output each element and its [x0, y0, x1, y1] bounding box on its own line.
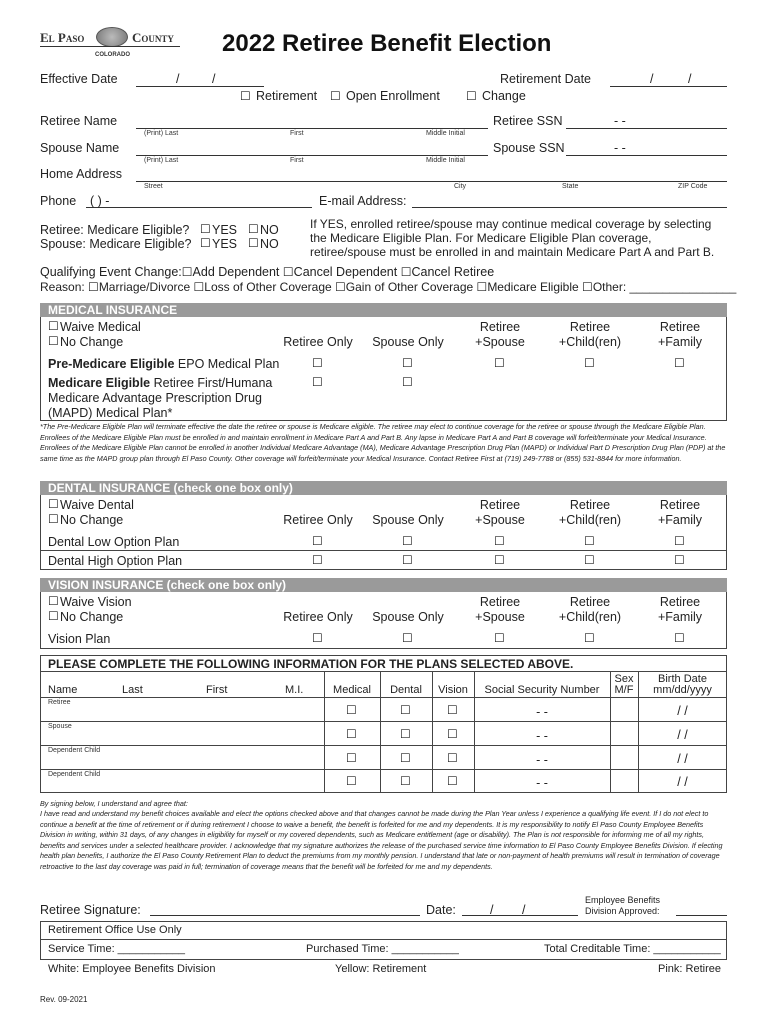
waive-medical-checkbox[interactable]: ☐ — [48, 319, 59, 333]
logo-left-text: El Paso — [40, 30, 85, 45]
approved-label-2: Division Approved: — [585, 906, 660, 916]
retiree-medicare-question: Retiree: Medicare Eligible? — [40, 223, 190, 237]
retirement-checkbox[interactable]: ☐ — [240, 89, 251, 103]
dental-low-spouse-only-checkbox[interactable]: ☐ — [402, 534, 413, 548]
vision-retiree-children-checkbox[interactable]: ☐ — [584, 631, 595, 645]
other-reason-checkbox[interactable]: ☐ — [582, 280, 593, 294]
service-time-field[interactable]: Service Time: ___________ — [48, 943, 185, 955]
phone-field[interactable] — [86, 207, 312, 208]
open-enrollment-checkbox[interactable]: ☐ — [330, 89, 341, 103]
medicare-note: If YES, enrolled retiree/spouse may continue medical coverage by selecting the Medicare Eligible Plan. For Medicare Eligible Plan coverage, retiree/spouse must be enrolled in and maintain Medicare Part A and Part B. — [310, 217, 715, 259]
logo-sub-text: COLORADO — [95, 52, 130, 58]
retirement-label: Retirement — [256, 89, 318, 103]
pre-medicare-retiree-spouse-checkbox[interactable]: ☐ — [494, 356, 505, 370]
info-row-label: Dependent Child — [48, 771, 101, 778]
pre-medicare-spouse-only-checkbox[interactable]: ☐ — [402, 356, 413, 370]
add-dependent-checkbox[interactable]: ☐ — [181, 265, 193, 279]
page-title: 2022 Retiree Benefit Election — [222, 30, 552, 57]
retiree-ssn-field[interactable] — [566, 128, 727, 129]
agreement-body: I have read and understand my benefit choices available and elect the options checked above and that changes cannot be made during the Plan Year unless I experience a qualifying life event. If I do not elect to continue a benefit at the time of retirement or if during retirement I choose to waive a benefit, the benefit is forfeited for me and my dependents. It is my responsibility to notify El Paso County Employee Benefits Division in writing, within 31 days, of any changes in eligibility for myself or my covered dependents, such as Medicare entitlement (age or disability). The Plan is not responsible for informing me of all my rights, benefits and services under a selected healthcare provider. I acknowledge that my signature authorizes the release of the purchased service time information to El Paso County Employee Benefits Division. If electing health plan benefits, I authorize the El Paso County Retirement Plan to deduct the premiums from my monthly pension. I understand that late or non-payment of health premiums will result in termination of coverage retroactive to the last day coverage was paid in full; termination of coverage means that the benefit will be forfeited for me and my dependents. — [40, 809, 723, 871]
retirement-date-field[interactable] — [610, 86, 727, 87]
effective-date-field[interactable] — [136, 86, 264, 87]
retiree-ssn-label: Retiree SSN — [493, 114, 563, 128]
change-checkbox[interactable]: ☐ — [466, 89, 477, 103]
office-use-title: Retirement Office Use Only — [48, 924, 182, 936]
pre-medicare-retiree-family-checkbox[interactable]: ☐ — [674, 356, 685, 370]
medicare-spouse-only-checkbox[interactable]: ☐ — [402, 375, 413, 389]
marriage-divorce-checkbox[interactable]: ☐ — [88, 280, 99, 294]
vision-retiree-family-checkbox[interactable]: ☐ — [674, 631, 685, 645]
medicare-eligible-plan-label: Medicare Eligible Retiree First/Humana Medicare Advantage Prescription Drug (MAPD) Medical Plan* — [48, 376, 273, 420]
dental-low-retiree-only-checkbox[interactable]: ☐ — [312, 534, 323, 548]
medicare-eligible-checkbox[interactable]: ☐ — [476, 280, 488, 294]
dental-high-retiree-family-checkbox[interactable]: ☐ — [674, 553, 685, 567]
purchased-time-field[interactable]: Purchased Time: ___________ — [306, 943, 459, 955]
vision-retiree-only-checkbox[interactable]: ☐ — [312, 631, 323, 645]
open-enrollment-label: Open Enrollment — [346, 89, 440, 103]
vision-retiree-spouse-checkbox[interactable]: ☐ — [494, 631, 505, 645]
dental-high-retiree-spouse-checkbox[interactable]: ☐ — [494, 553, 505, 567]
no-change-medical-checkbox[interactable]: ☐ — [48, 334, 59, 348]
retiree-medical-checkbox[interactable]: ☐ — [346, 703, 357, 717]
child2-vision-checkbox[interactable]: ☐ — [447, 774, 458, 788]
logo-right-text: County — [132, 30, 174, 45]
dental-high-plan-label: Dental High Option Plan — [48, 554, 183, 568]
child1-dental-checkbox[interactable]: ☐ — [400, 751, 411, 765]
dental-low-retiree-children-checkbox[interactable]: ☐ — [584, 534, 595, 548]
spouse-vision-checkbox[interactable]: ☐ — [447, 727, 458, 741]
spouse-ssn-field[interactable] — [566, 155, 727, 156]
agreement-intro: By signing below, I understand and agree that: — [40, 799, 188, 808]
email-label: E-mail Address: — [319, 194, 407, 208]
copy-yellow: Yellow: Retirement — [335, 963, 427, 975]
vision-plan-label: Vision Plan — [48, 632, 111, 646]
effective-date-label: Effective Date — [40, 72, 118, 86]
medicare-retiree-only-checkbox[interactable]: ☐ — [312, 375, 323, 389]
dental-low-retiree-spouse-checkbox[interactable]: ☐ — [494, 534, 505, 548]
gain-coverage-checkbox[interactable]: ☐ — [335, 280, 346, 294]
vision-header: VISION INSURANCE (check one box only) — [40, 578, 727, 592]
child1-medical-checkbox[interactable]: ☐ — [346, 751, 357, 765]
retiree-name-field[interactable] — [136, 128, 488, 129]
spouse-medical-checkbox[interactable]: ☐ — [346, 727, 357, 741]
cancel-dependent-checkbox[interactable]: ☐ — [282, 265, 294, 279]
retiree-medicare-yes-checkbox[interactable]: ☐ — [200, 222, 211, 236]
waive-vision-checkbox[interactable]: ☐ — [48, 594, 59, 608]
dental-header: DENTAL INSURANCE (check one box only) — [40, 481, 727, 495]
county-logo — [40, 30, 180, 66]
spouse-medicare-no-checkbox[interactable]: ☐ — [248, 236, 259, 250]
child2-dental-checkbox[interactable]: ☐ — [400, 774, 411, 788]
info-row-label: Retiree — [48, 699, 71, 706]
total-creditable-time-field[interactable]: Total Creditable Time: ___________ — [544, 943, 721, 955]
division-approved-field[interactable] — [676, 915, 727, 916]
home-address-label: Home Address — [40, 167, 122, 181]
signature-field[interactable] — [150, 915, 420, 916]
dental-low-plan-label: Dental Low Option Plan — [48, 535, 180, 549]
pre-medicare-retiree-children-checkbox[interactable]: ☐ — [584, 356, 595, 370]
home-address-field[interactable] — [136, 181, 727, 182]
pre-medicare-retiree-only-checkbox[interactable]: ☐ — [312, 356, 323, 370]
reason-row: Reason: ☐Marriage/Divorce ☐Loss of Other Coverage ☐Gain of Other Coverage ☐Medicare Eligible ☐Other: ________________ — [40, 280, 737, 294]
logo-emblem-icon — [96, 27, 128, 47]
retirement-date-label: Retirement Date — [500, 72, 592, 86]
spouse-name-label: Spouse Name — [40, 141, 120, 155]
dental-high-spouse-only-checkbox[interactable]: ☐ — [402, 553, 413, 567]
spouse-dental-checkbox[interactable]: ☐ — [400, 727, 411, 741]
signature-date-label: Date: — [426, 903, 456, 917]
phone-label: Phone — [40, 194, 77, 208]
retiree-medicare-no-checkbox[interactable]: ☐ — [248, 222, 259, 236]
signature-date-field[interactable] — [462, 915, 578, 916]
dental-low-retiree-family-checkbox[interactable]: ☐ — [674, 534, 685, 548]
pre-medicare-plan-label: Pre-Medicare Eligible EPO Medical Plan — [48, 357, 280, 371]
spouse-ssn-label: Spouse SSN — [493, 141, 565, 155]
dental-high-retiree-only-checkbox[interactable]: ☐ — [312, 553, 323, 567]
approved-label-1: Employee Benefits — [585, 895, 661, 905]
signature-label: Retiree Signature: — [40, 903, 141, 917]
child2-medical-checkbox[interactable]: ☐ — [346, 774, 357, 788]
info-row-label: Spouse — [48, 723, 72, 730]
spouse-name-field[interactable] — [136, 155, 488, 156]
email-field[interactable] — [412, 207, 727, 208]
info-row-label: Dependent Child — [48, 747, 101, 754]
no-change-vision-checkbox[interactable]: ☐ — [48, 609, 59, 623]
info-table-title: PLEASE COMPLETE THE FOLLOWING INFORMATION FOR THE PLANS SELECTED ABOVE. — [48, 657, 574, 671]
copy-pink: Pink: Retiree — [658, 963, 721, 975]
spouse-medicare-question: Spouse: Medicare Eligible? — [40, 237, 192, 251]
loss-coverage-checkbox[interactable]: ☐ — [193, 280, 205, 294]
revision-label: Rev. 09-2021 — [40, 995, 88, 1004]
dental-high-retiree-children-checkbox[interactable]: ☐ — [584, 553, 595, 567]
cancel-retiree-checkbox[interactable]: ☐ — [400, 265, 412, 279]
medical-footnote: *The Pre-Medicare Eligible Plan will terminate effective the date the retiree or spouse is Medicare eligible. The retiree may elect to continue coverage for the retiree or spouse through the Medicare Eligible Plan. Enrollees of the Medicare Eligible Plan must be enrolled in and maintain enrollment in Medicare Part A and Part B. Any lapse in Medicare Part A and Part B coverage will forfeit/terminate your Medical Insurance. Enrollees of the Medicare Eligible Plan cannot be enrolled in another Individual Medicare Advantage (MA), Medicare Advantage Prescription Drug Plan (MAPD) or Individual Part D Prescription Drug Plan (PDP) at the same time as the MAPD group plan through El Paso County. Other coverage will forfeit/terminate your Medical Insurance. Contact Retiree First at (719) 249-7788 or (855) 531-8844 for more information. — [40, 422, 726, 463]
child1-vision-checkbox[interactable]: ☐ — [447, 751, 458, 765]
retiree-name-label: Retiree Name — [40, 114, 118, 128]
retiree-dental-checkbox[interactable]: ☐ — [400, 703, 411, 717]
change-label: Change — [482, 89, 526, 103]
spouse-medicare-yes-checkbox[interactable]: ☐ — [200, 236, 211, 250]
vision-spouse-only-checkbox[interactable]: ☐ — [402, 631, 413, 645]
no-change-dental-checkbox[interactable]: ☐ — [48, 512, 59, 526]
retiree-vision-checkbox[interactable]: ☐ — [447, 703, 458, 717]
copy-white: White: Employee Benefits Division — [48, 963, 216, 975]
qualifying-event-row: Qualifying Event Change:☐Add Dependent ☐Cancel Dependent ☐Cancel Retiree — [40, 265, 495, 279]
waive-dental-checkbox[interactable]: ☐ — [48, 497, 59, 511]
medical-header: MEDICAL INSURANCE — [40, 303, 727, 317]
